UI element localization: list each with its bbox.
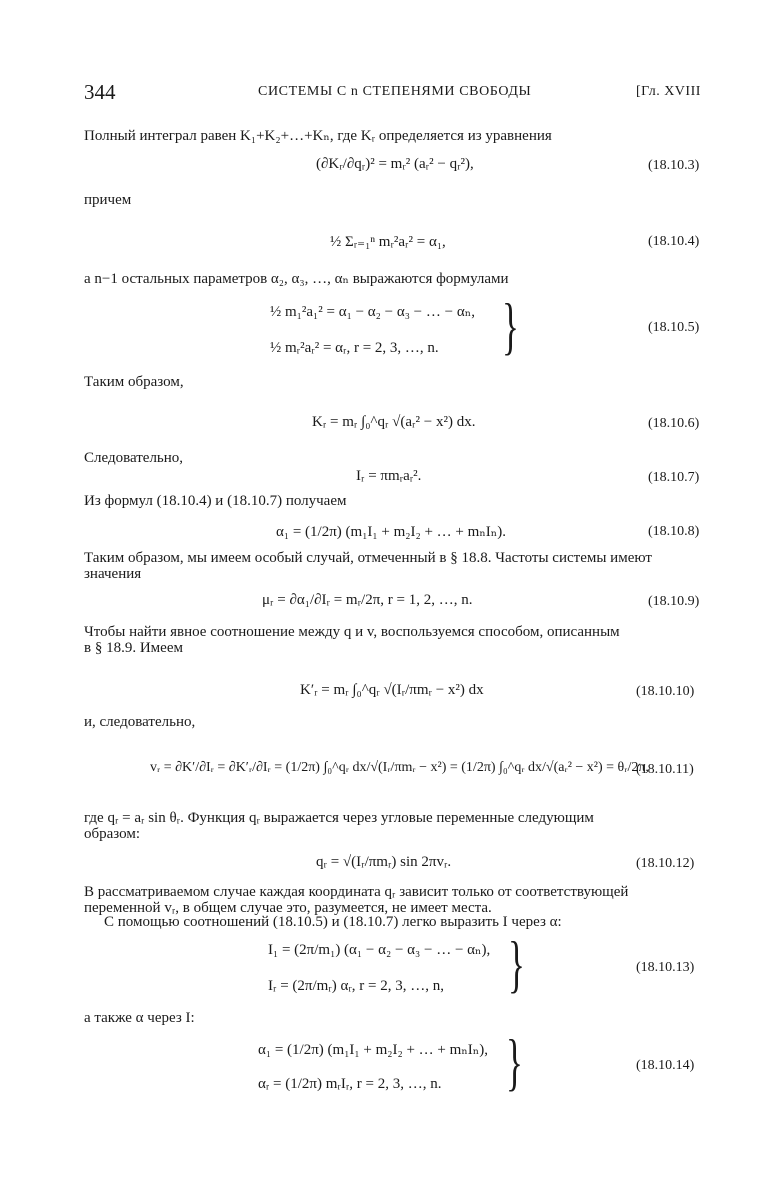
paragraph: Полный интеграл равен K₁+K₂+…+Kₙ, где Kᵣ определяется из уравнения — [84, 128, 552, 144]
equation-number: (18.10.4) — [648, 234, 700, 249]
right-brace: } — [506, 1026, 523, 1097]
paragraph: причем — [84, 192, 132, 208]
paragraph: и, следовательно, — [84, 714, 196, 730]
equation-number: (18.10.12) — [636, 856, 695, 871]
paragraph-continuation: значения — [84, 566, 142, 582]
paragraph-continuation: в § 18.9. Имеем — [84, 640, 183, 656]
running-title: СИСТЕМЫ С n СТЕПЕНЯМИ СВОБОДЫ — [258, 84, 532, 99]
paragraph: где qᵣ = aᵣ sin θᵣ. Функция qᵣ выражается через угловые переменные следующим — [84, 810, 594, 826]
formula-18-10-5-line-1: ½ m₁²a₁² = α₁ − α₂ − α₃ − … − αₙ, — [270, 304, 475, 320]
formula-18-10-5-line-2: ½ mᵣ²aᵣ² = αᵣ, r = 2, 3, …, n. — [270, 340, 439, 356]
chapter-label: [Гл. XVIII — [636, 84, 701, 99]
formula-18-10-11: vᵣ = ∂K′/∂Iᵣ = ∂K′ᵣ/∂Iᵣ = (1/2π) ∫₀^qᵣ dx/√(Iᵣ/πmᵣ − x²) = (1/2π) ∫₀^qᵣ dx/√(aᵣ² − x²) = θᵣ/2π, — [150, 760, 649, 775]
formula-18-10-8: α₁ = (1/2π) (m₁I₁ + m₂I₂ + … + mₙIₙ). — [276, 524, 507, 540]
paragraph: Таким образом, — [84, 374, 184, 390]
formula-18-10-6: Kᵣ = mᵣ ∫₀^qᵣ √(aᵣ² − x²) dx. — [312, 414, 476, 430]
paragraph: Таким образом, мы имеем особый случай, отмеченный в § 18.8. Частоты системы имеют — [84, 550, 652, 566]
paragraph-continuation: переменной vᵣ, в общем случае это, разумеется, не имеет места. — [84, 900, 492, 916]
paragraph: Из формул (18.10.4) и (18.10.7) получаем — [84, 493, 347, 509]
paragraph: а n−1 остальных параметров α₂, α₃, …, αₙ выражаются формулами — [84, 271, 509, 287]
equation-number: (18.10.3) — [648, 158, 700, 173]
formula-18-10-13-line-2: Iᵣ = (2π/mᵣ) αᵣ, r = 2, 3, …, n, — [268, 978, 444, 994]
right-brace: } — [508, 928, 525, 999]
paragraph: а также α через I: — [84, 1010, 195, 1026]
equation-number: (18.10.6) — [648, 416, 700, 431]
formula-18-10-4: ½ Σᵣ₌₁ⁿ mᵣ²aᵣ² = α₁, — [330, 234, 446, 250]
formula-18-10-14-line-2: αᵣ = (1/2π) mᵣIᵣ, r = 2, 3, …, n. — [258, 1076, 442, 1092]
equation-number: (18.10.5) — [648, 320, 700, 335]
right-brace: } — [502, 290, 519, 361]
formula-18-10-12: qᵣ = √(Iᵣ/πmᵣ) sin 2πvᵣ. — [316, 854, 452, 870]
paragraph: Чтобы найти явное соотношение между q и v, воспользуемся способом, описанным — [84, 624, 620, 640]
equation-number: (18.10.11) — [636, 762, 694, 777]
equation-number: (18.10.10) — [636, 684, 695, 699]
paragraph: В рассматриваемом случае каждая координата qᵣ зависит только от соответствующей — [84, 884, 629, 900]
equation-number: (18.10.8) — [648, 524, 700, 539]
formula-18-10-10: K′ᵣ = mᵣ ∫₀^qᵣ √(Iᵣ/πmᵣ − x²) dx — [300, 682, 484, 698]
formula-18-10-14-line-1: α₁ = (1/2π) (m₁I₁ + m₂I₂ + … + mₙIₙ), — [258, 1042, 489, 1058]
paragraph: С помощью соотношений (18.10.5) и (18.10.7) легко выразить I через α: — [104, 914, 562, 930]
equation-number: (18.10.9) — [648, 594, 700, 609]
formula-18-10-13-line-1: I₁ = (2π/m₁) (α₁ − α₂ − α₃ − … − αₙ), — [268, 942, 491, 958]
formula-18-10-7: Iᵣ = πmᵣaᵣ². — [356, 468, 422, 484]
formula-18-10-3: (∂Kᵣ/∂qᵣ)² = mᵣ² (aᵣ² − qᵣ²), — [316, 156, 474, 172]
formula-18-10-9: μᵣ = ∂α₁/∂Iᵣ = mᵣ/2π, r = 1, 2, …, n. — [262, 592, 473, 608]
page-number: 344 — [84, 80, 116, 104]
equation-number: (18.10.14) — [636, 1058, 695, 1073]
paragraph: Следовательно, — [84, 450, 184, 466]
paragraph-continuation: образом: — [84, 826, 141, 842]
equation-number: (18.10.7) — [648, 470, 700, 485]
equation-number: (18.10.13) — [636, 960, 695, 975]
